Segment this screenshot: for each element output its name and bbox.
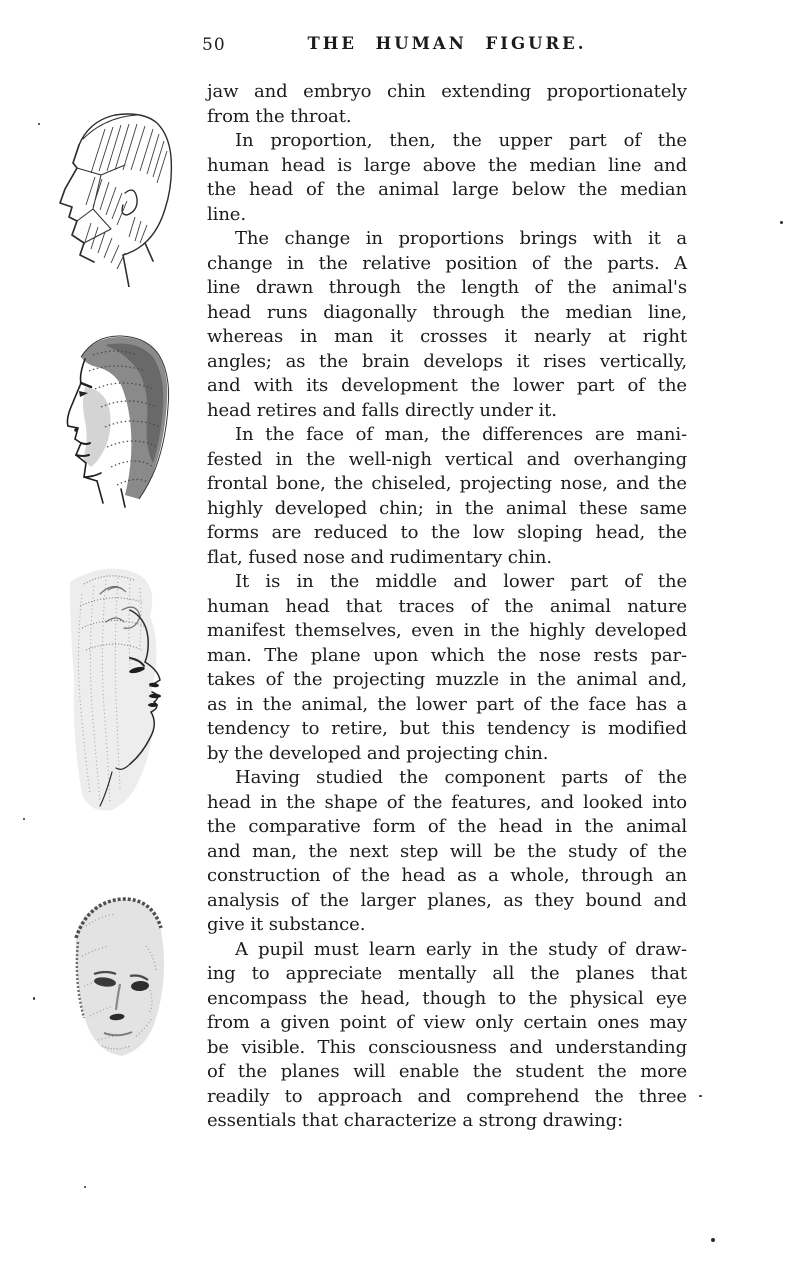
scan-speck [38, 123, 40, 125]
text-line: give it substance. [207, 914, 366, 935]
child-head-profile-sketch-illustration [42, 558, 174, 822]
text-line: the head of the animal large below the median [207, 179, 687, 200]
text-line: In the face of man, the differences are mani- [235, 424, 687, 445]
scan-speck [33, 997, 35, 1000]
text-line: flat, fused nose and rudimentary chin. [207, 546, 553, 568]
text-line: The change in proportions brings with it a [235, 228, 687, 249]
scan-speck [23, 818, 25, 820]
text-line: In proportion, then, the upper part of the [235, 130, 687, 151]
text-line: manifest themselves, even in the highly developed [207, 620, 687, 641]
text-line: construction of the head as a whole, through an [207, 865, 687, 886]
text-line: encompass the head, though to the physical eye [207, 987, 687, 1009]
text-line: and with its development the lower part of the [207, 375, 687, 396]
text-line: human head that traces of the animal nature [207, 595, 687, 617]
text-line: angles; as the brain develops it rises vertically, [207, 350, 687, 372]
text-line: forms are reduced to the low sloping head, the [207, 522, 687, 543]
text-line: human head is large above the median line and [207, 154, 687, 176]
scan-speck [780, 221, 783, 224]
text-line: and man, the next step will be the study of the [207, 840, 687, 862]
text-column [207, 80, 687, 1134]
text-line: from a given point of view only certain ones may [207, 1012, 687, 1033]
text-line: frontal bone, the chiseled, projecting nose, and the [207, 473, 687, 494]
scan-speck [84, 1186, 86, 1188]
text-line: line. [207, 203, 246, 225]
text-line: be visible. This consciousness and understanding [207, 1036, 687, 1058]
front-face-sketch-illustration [50, 886, 182, 1078]
page-number: 50 [202, 35, 226, 55]
text-line: from the throat. [207, 105, 352, 127]
text-line: tendency to retire, but this tendency is modified [207, 718, 687, 739]
text-line: essentials that characterize a strong drawing: [207, 1110, 624, 1131]
text-line: Having studied the component parts of the [235, 767, 687, 788]
text-line: the comparative form of the head in the animal [207, 816, 687, 837]
text-line: jaw and embryo chin extending proportionately [207, 81, 687, 102]
text-line: highly developed chin; in the animal these same [207, 497, 687, 519]
text-line: fested in the well-nigh vertical and overhanging [207, 448, 687, 470]
text-line: analysis of the larger planes, as they bound and [207, 889, 687, 911]
scan-speck [699, 1095, 702, 1097]
text-line: ing to appreciate mentally all the planes that [207, 963, 687, 984]
text-line: whereas in man it crosses it nearly at right [207, 326, 687, 347]
shaded-head-profile-sketch-illustration [45, 327, 177, 513]
text-line: head in the shape of the features, and looked into [207, 791, 687, 813]
text-line: by the developed and projecting chin. [207, 742, 549, 764]
running-title: THE HUMAN FIGURE. [307, 34, 587, 53]
text-line: head retires and falls directly under it. [207, 399, 557, 421]
text-line: change in the relative position of the parts. A [207, 252, 687, 274]
text-line: man. The plane upon which the nose rests par- [207, 644, 687, 666]
text-line: It is in the middle and lower part of the [235, 571, 687, 592]
planar-head-profile-sketch-illustration [45, 105, 177, 287]
text-line: line drawn through the length of the animal's [207, 277, 687, 298]
scan-speck [711, 1238, 715, 1242]
text-line: head runs diagonally through the median line, [207, 301, 687, 323]
text-line: A pupil must learn early in the study of draw- [235, 938, 687, 960]
text-line: of the planes will enable the student the more [207, 1061, 687, 1082]
text-line: as in the animal, the lower part of the face has a [207, 693, 687, 715]
text-line: takes of the projecting muzzle in the animal and, [207, 669, 687, 690]
text-line: readily to approach and comprehend the three [207, 1085, 687, 1107]
